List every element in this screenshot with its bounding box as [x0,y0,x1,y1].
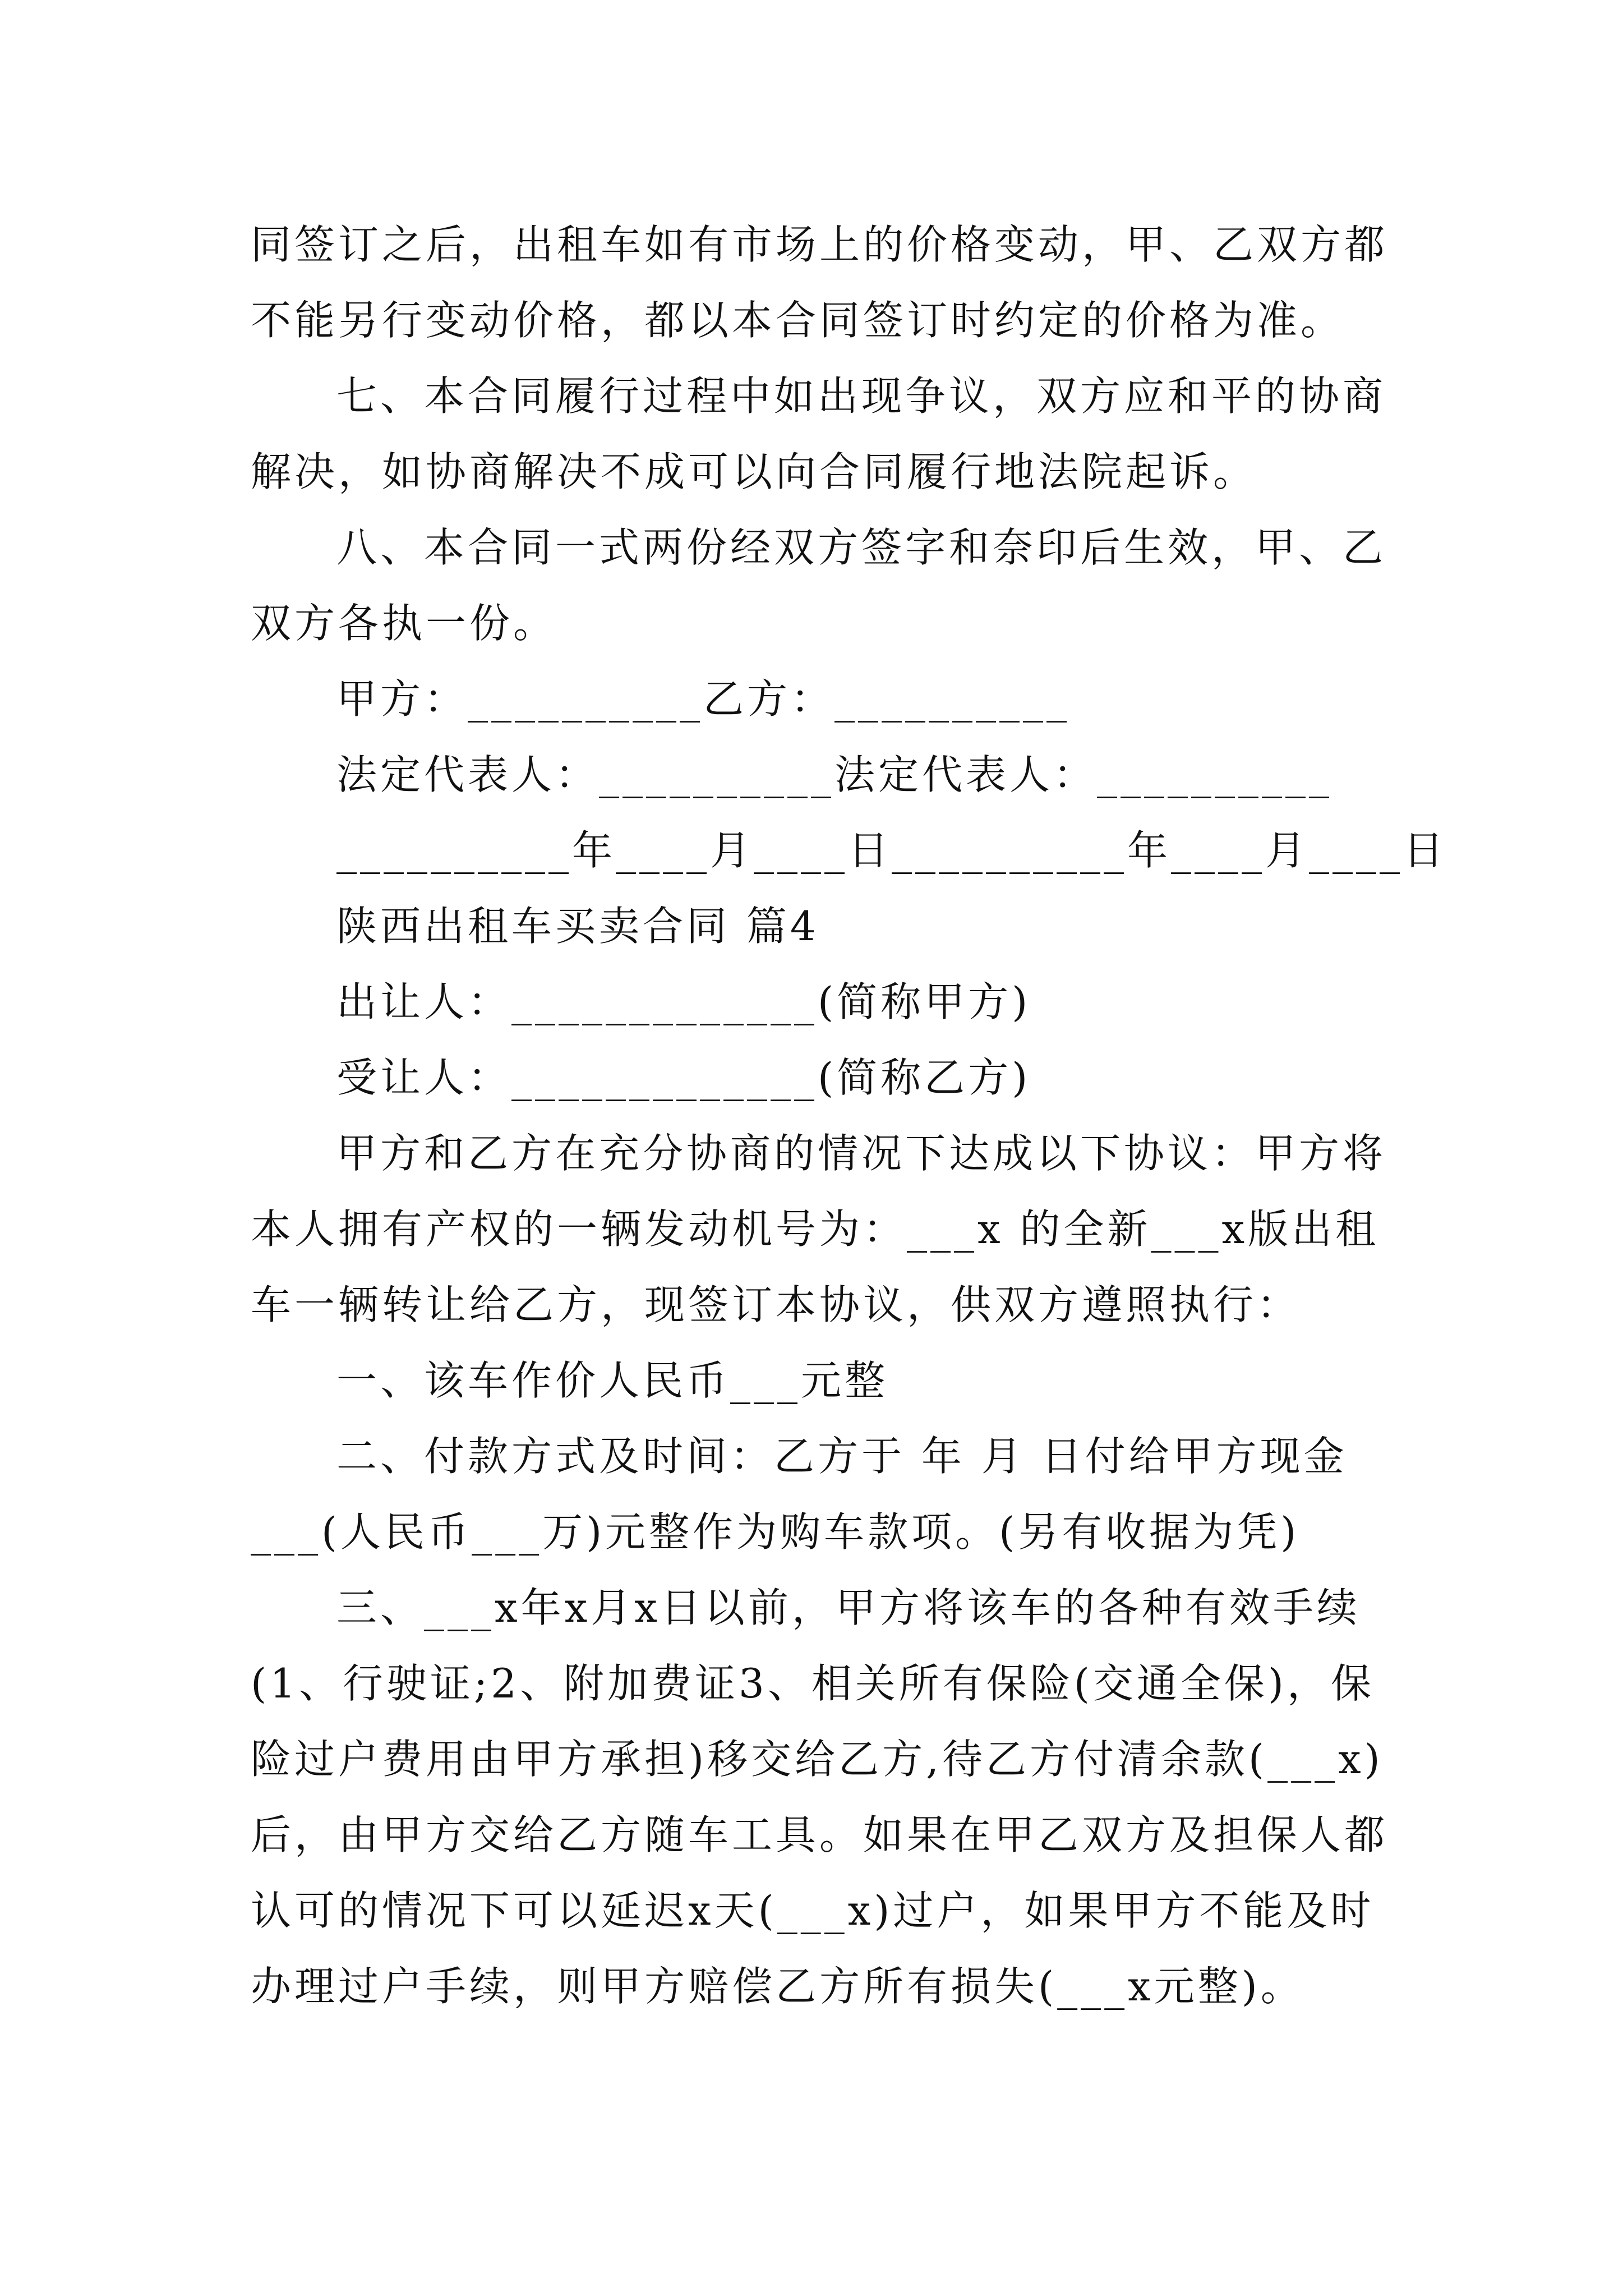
clause-line: 一、该车作价人民币___元整 [336,1357,889,1404]
text-line: 办理过户手续，则甲方赔偿乙方所有损失(___x元整)。 [251,1963,1304,2010]
text-line: 本人拥有产权的一辆发动机号为：___x 的全新___x版出租 [251,1205,1380,1253]
clause-line: 三、___x年x月x日以前，甲方将该车的各种有效手续 [336,1584,1361,1631]
text-line: 认可的情况下可以延迟x天(___x)过户，如果甲方不能及时 [251,1887,1375,1934]
transferee-line: 受让人：_____________(简称乙方) [336,1054,1031,1101]
text-line: 七、本合同履行过程中如出现争议，双方应和平的协商 [336,372,1387,420]
section-title: 陕西出租车买卖合同 篇4 [336,903,819,950]
text-line: 八、本合同一式两份经双方签字和奈印后生效，甲、乙 [336,524,1387,571]
signature-line: 甲方：__________乙方：__________ [336,675,1071,723]
clause-line: 二、付款方式及时间：乙方于 年 月 日付给甲方现金 [336,1433,1348,1480]
text-line: 险过户费用由甲方承担)移交给乙方,待乙方付清余款(___x) [251,1736,1384,1783]
text-line: 双方各执一份。 [251,600,557,647]
text-line: 后，由甲方交给乙方随车工具。如果在甲乙双方及担保人都 [251,1811,1389,1858]
transferor-line: 出让人：_____________(简称甲方) [336,978,1031,1025]
text-line: ___(人民币___万)元整作为购车款项。(另有收据为凭) [251,1508,1300,1556]
date-line: __________年____月____日__________年____月____日 [336,827,1447,874]
text-line: (1、行驶证;2、附加费证3、相关所有保险(交通全保)，保 [251,1660,1375,1707]
text-line: 甲方和乙方在充分协商的情况下达成以下协议：甲方将 [336,1130,1387,1177]
text-line: 车一辆转让给乙方，现签订本协议，供双方遵照执行： [251,1281,1301,1328]
representative-line: 法定代表人：__________法定代表人：__________ [336,751,1333,798]
text-line: 同签订之后，出租车如有市场上的价格变动，甲、乙双方都 [251,221,1389,268]
text-line: 不能另行变动价格，都以本合同签订时约定的价格为准。 [251,297,1345,344]
text-line: 解决，如协商解决不成可以向合同履行地法院起诉。 [251,448,1257,495]
